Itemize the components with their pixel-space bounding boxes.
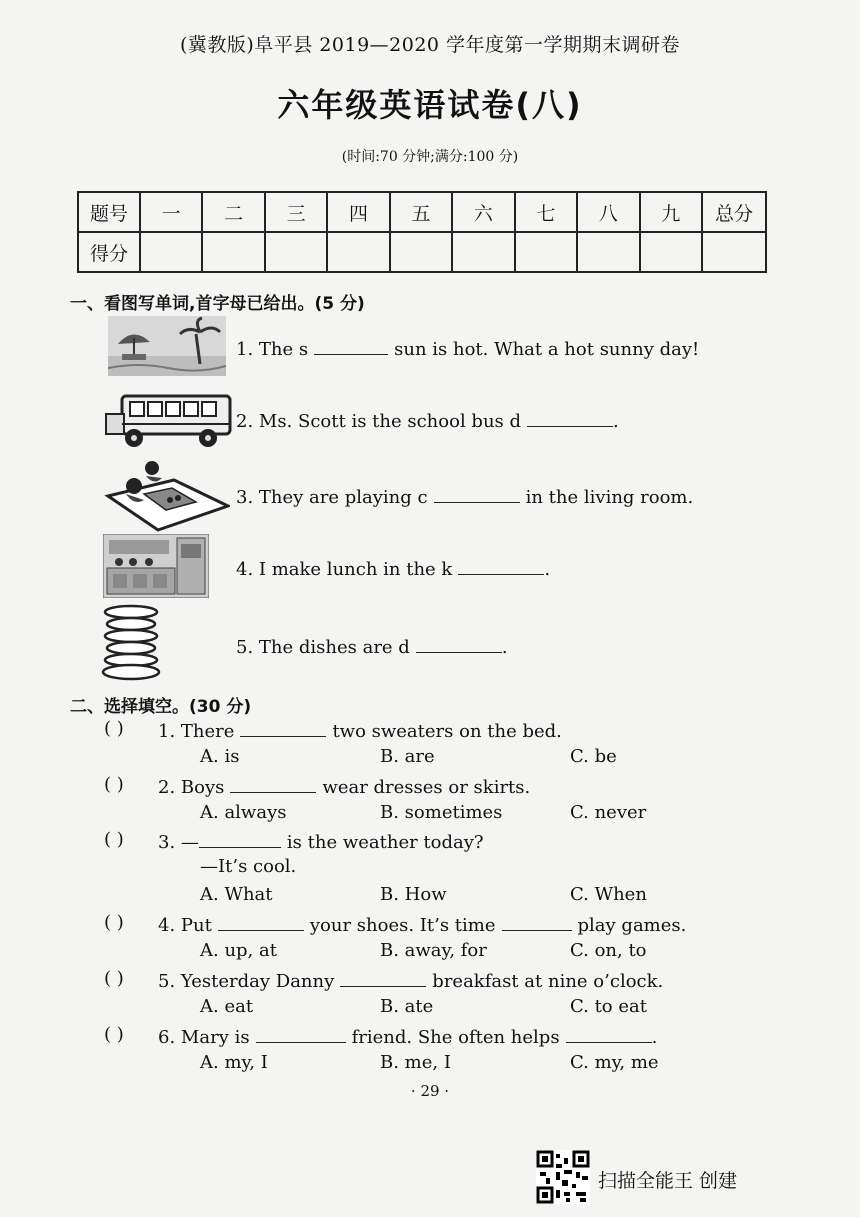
score-cell: 总分 bbox=[702, 192, 766, 232]
question-text: . bbox=[501, 637, 508, 658]
question-text: in the living room. bbox=[525, 487, 694, 508]
option-c[interactable]: C. never bbox=[570, 802, 647, 823]
school-bus-icon bbox=[104, 390, 234, 452]
question-text: Yesterday Danny bbox=[180, 971, 335, 992]
option-a[interactable]: A. always bbox=[200, 802, 287, 823]
question-text: friend. She often helps bbox=[351, 1027, 560, 1048]
score-cell: 四 bbox=[327, 192, 389, 232]
score-input-cell[interactable] bbox=[702, 232, 766, 272]
option-a[interactable]: A. up, at bbox=[200, 940, 277, 961]
answer-paren[interactable]: ( ) bbox=[104, 968, 124, 989]
question-text: 1. The s bbox=[236, 339, 309, 360]
question-text: 4. I make lunch in the k bbox=[236, 559, 453, 580]
question-text: your shoes. It’s time bbox=[309, 915, 496, 936]
question-text: 3. They are playing c bbox=[236, 487, 428, 508]
score-input-cell[interactable] bbox=[327, 232, 389, 272]
question-text: is the weather today? bbox=[286, 832, 484, 853]
score-input-cell[interactable] bbox=[390, 232, 452, 272]
exam-header: (冀教版)阜平县 2019—2020 学年度第一学期期末调研卷 bbox=[179, 34, 681, 56]
page-title: 六年级英语试卷(八) bbox=[277, 86, 583, 124]
answer-paren[interactable]: ( ) bbox=[104, 1024, 124, 1045]
question-text: . bbox=[613, 411, 619, 432]
question-number: 1. bbox=[158, 721, 176, 742]
question-text: 5. The dishes are d bbox=[236, 637, 410, 658]
section1-item-5 bbox=[236, 634, 508, 658]
kitchen-icon bbox=[103, 534, 209, 598]
option-b[interactable]: B. sometimes bbox=[380, 802, 503, 823]
question-number: 3. bbox=[158, 832, 176, 853]
answer-blank[interactable] bbox=[416, 634, 502, 653]
score-table bbox=[77, 191, 767, 273]
score-input-cell[interactable] bbox=[265, 232, 327, 272]
question-text: There bbox=[180, 721, 235, 742]
score-cell: 二 bbox=[202, 192, 264, 232]
question-stem bbox=[158, 1024, 657, 1048]
option-c[interactable]: C. When bbox=[570, 884, 647, 905]
option-a[interactable]: A. eat bbox=[200, 996, 254, 1017]
option-b[interactable]: B. are bbox=[380, 746, 435, 767]
question-response: —It’s cool. bbox=[200, 856, 297, 877]
answer-blank[interactable] bbox=[527, 408, 613, 427]
option-b[interactable]: B. How bbox=[380, 884, 447, 905]
chess-players-icon bbox=[104, 460, 230, 532]
question-stem bbox=[158, 718, 562, 742]
score-input-cell[interactable] bbox=[202, 232, 264, 272]
answer-blank[interactable] bbox=[502, 912, 572, 931]
answer-blank[interactable] bbox=[256, 1024, 346, 1043]
question-text: Boys bbox=[180, 777, 225, 798]
section1-item-2 bbox=[236, 408, 619, 432]
scanner-watermark: 扫描全能王 创建 bbox=[598, 1170, 738, 1192]
option-c[interactable]: C. be bbox=[570, 746, 617, 767]
question-number: 2. bbox=[158, 777, 176, 798]
question-text: sun is hot. What a hot sunny day! bbox=[394, 339, 700, 360]
answer-paren[interactable]: ( ) bbox=[104, 774, 124, 795]
question-stem bbox=[158, 912, 686, 936]
score-input-cell[interactable] bbox=[515, 232, 577, 272]
score-table-score-row bbox=[78, 232, 766, 272]
score-input-cell[interactable] bbox=[577, 232, 639, 272]
beach-sun-icon bbox=[108, 316, 226, 376]
question-text: breakfast at nine o’clock. bbox=[432, 971, 664, 992]
answer-blank[interactable] bbox=[230, 774, 316, 793]
score-input-cell[interactable] bbox=[640, 232, 703, 272]
answer-paren[interactable]: ( ) bbox=[104, 718, 124, 739]
question-text: 2. Ms. Scott is the school bus d bbox=[236, 411, 522, 432]
score-cell: 八 bbox=[577, 192, 639, 232]
option-c[interactable]: C. on, to bbox=[570, 940, 647, 961]
answer-blank[interactable] bbox=[566, 1024, 652, 1043]
section1-item-1 bbox=[236, 336, 699, 360]
question-stem bbox=[158, 829, 484, 853]
question-number: 5. bbox=[158, 971, 176, 992]
exam-subtitle: (时间:70 分钟;满分:100 分) bbox=[341, 149, 519, 165]
option-b[interactable]: B. away, for bbox=[380, 940, 487, 961]
answer-paren[interactable]: ( ) bbox=[104, 829, 124, 850]
option-b[interactable]: B. me, I bbox=[380, 1052, 451, 1073]
answer-blank[interactable] bbox=[199, 829, 281, 848]
question-text: wear dresses or skirts. bbox=[322, 777, 531, 798]
option-b[interactable]: B. ate bbox=[380, 996, 434, 1017]
question-stem bbox=[158, 968, 663, 992]
score-cell: 九 bbox=[640, 192, 703, 232]
question-text: Put bbox=[180, 915, 212, 936]
question-text: . bbox=[544, 559, 551, 580]
option-c[interactable]: C. to eat bbox=[570, 996, 647, 1017]
option-a[interactable]: A. my, I bbox=[200, 1052, 268, 1073]
question-text: — bbox=[180, 832, 199, 853]
score-cell: 六 bbox=[452, 192, 514, 232]
answer-blank[interactable] bbox=[340, 968, 426, 987]
option-c[interactable]: C. my, me bbox=[570, 1052, 659, 1073]
score-table-header-row bbox=[78, 192, 766, 232]
answer-blank[interactable] bbox=[434, 484, 520, 503]
dish-stack-icon bbox=[100, 604, 162, 686]
answer-blank[interactable] bbox=[218, 912, 304, 931]
section1-heading: 一、看图写单词,首字母已给出。(5 分) bbox=[70, 294, 365, 314]
option-a[interactable]: A. What bbox=[200, 884, 273, 905]
score-cell: 七 bbox=[515, 192, 577, 232]
score-input-cell[interactable] bbox=[452, 232, 514, 272]
score-cell: 一 bbox=[140, 192, 202, 232]
answer-blank[interactable] bbox=[240, 718, 326, 737]
option-a[interactable]: A. is bbox=[200, 746, 240, 767]
score-cell: 题号 bbox=[78, 192, 140, 232]
section1-item-4 bbox=[236, 556, 550, 580]
qr-code-icon bbox=[536, 1150, 590, 1204]
answer-blank[interactable] bbox=[458, 556, 544, 575]
question-text: Mary is bbox=[180, 1027, 250, 1048]
section1-item-3 bbox=[236, 484, 693, 508]
score-cell: 三 bbox=[265, 192, 327, 232]
question-text: two sweaters on the bed. bbox=[332, 721, 562, 742]
question-text: . bbox=[651, 1027, 658, 1048]
score-cell: 得分 bbox=[78, 232, 140, 272]
answer-blank[interactable] bbox=[314, 336, 388, 355]
page-number: · 29 · bbox=[410, 1082, 450, 1100]
question-text: play games. bbox=[577, 915, 687, 936]
answer-paren[interactable]: ( ) bbox=[104, 912, 124, 933]
question-number: 4. bbox=[158, 915, 176, 936]
question-number: 6. bbox=[158, 1027, 176, 1048]
score-input-cell[interactable] bbox=[140, 232, 202, 272]
score-cell: 五 bbox=[390, 192, 452, 232]
question-stem bbox=[158, 774, 530, 798]
section2-heading: 二、选择填空。(30 分) bbox=[70, 697, 252, 717]
